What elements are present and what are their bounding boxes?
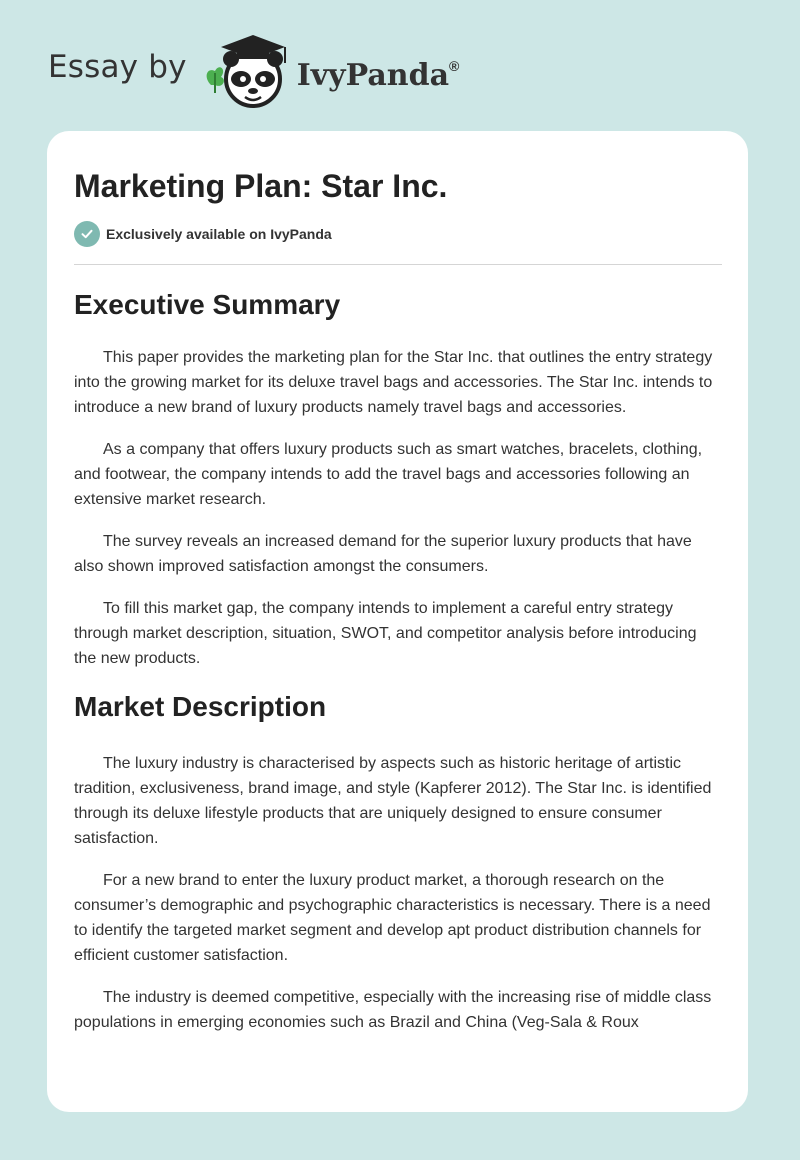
badge-label: Exclusively available on IvyPanda (106, 226, 332, 242)
check-circle-icon (74, 221, 100, 247)
article-card (47, 131, 748, 1112)
paragraph: To fill this market gap, the company intends to implement a careful entry strategy through market description, situation, SWOT, and competitor analysis before introducing the new products. (74, 600, 697, 667)
page-title: Marketing Plan: Star Inc. (74, 168, 448, 204)
registered-mark: ® (449, 57, 460, 74)
site-logo[interactable] (48, 28, 568, 118)
essay-by-label: Essay by (48, 49, 187, 85)
panda-graduate-icon (201, 33, 293, 113)
exclusive-badge (74, 221, 722, 247)
paragraph: This paper provides the marketing plan for the Star Inc. that outlines the entry strategy into the growing market for its deluxe travel bags and accessories. The Star Inc. intends to introduce a new brand of luxury products namely travel bags and accessories. (74, 349, 713, 416)
section-heading: Market Description (74, 691, 327, 722)
paragraph: For a new brand to enter the luxury product market, a thorough research on the consumer’s demographic and psychographic characteristics is necessary. There is a need to identify the targeted market segment and develop apt product distribution channels for efficient customer satisfaction. (74, 872, 711, 964)
paragraph: The industry is deemed competitive, especially with the increasing rise of middle class populations in emerging economies such as Brazil and China (Veg-Sala & Roux (74, 989, 712, 1031)
paragraph: The luxury industry is characterised by aspects such as historic heritage of artistic tradition, exclusiveness, brand image, and style (Kapferer 2012). The Star Inc. is identified through its deluxe lifestyle products that are uniquely designed to ensure consumer satisfaction. (74, 755, 712, 847)
paragraph: The survey reveals an increased demand for the superior luxury products that have also shown improved satisfaction amongst the consumers. (74, 533, 692, 575)
divider (74, 264, 722, 265)
brand-name: IvyPanda® (296, 57, 460, 93)
paragraph: As a company that offers luxury products such as smart watches, bracelets, clothing, and footwear, the company intends to add the travel bags and accessories following an extensive market research. (74, 441, 703, 508)
section-heading: Executive Summary (74, 289, 341, 320)
